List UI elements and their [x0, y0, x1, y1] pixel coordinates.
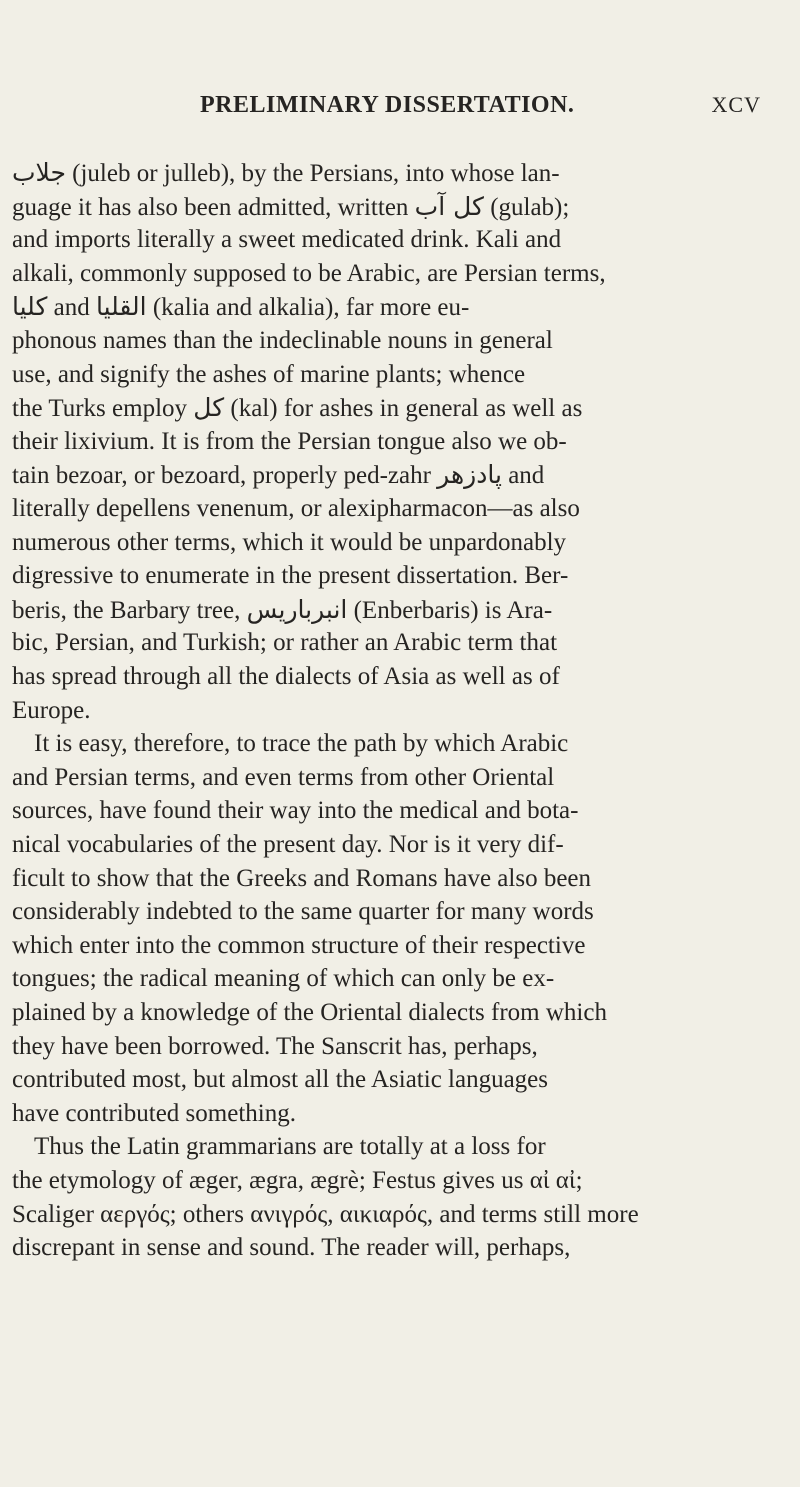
line-text: plained by a knowledge of the Oriental dialects from which [12, 999, 607, 1026]
line-text: Scaliger αεργός; others ανιγρός, αικιαρός, and terms still more [12, 1200, 639, 1228]
line-text: (juleb or julleb), by the Persians, into whose lan- [65, 160, 560, 187]
line-text: discrepant in sense and sound. The reader will, perhaps, [12, 1234, 571, 1262]
line-text: It is easy, therefore, to trace the path by which Arabic [34, 730, 569, 758]
line-text: digressive to enumerate in the present dissertation. Ber- [12, 562, 569, 590]
text-line [12, 1227, 772, 1269]
arabic-word: كل [193, 393, 225, 423]
line-text: has spread through all the dialects of Asia as well as of [12, 663, 560, 690]
line-text: which enter into the common structure of their respective [12, 931, 586, 959]
line-text: have contributed something. [12, 1099, 296, 1127]
line-text: literally depellens venenum, or alexipharmacon—as also [12, 495, 580, 522]
arabic-word: پادزهر [437, 460, 502, 490]
line-text: Thus the Latin grammarians are totally at a loss for [34, 1133, 546, 1161]
running-head [0, 84, 800, 124]
line-prefix: the Turks employ [12, 395, 194, 423]
line-text: contributed most, but almost all the Asiatic languages [12, 1066, 549, 1094]
arabic-word: جلاب [12, 158, 66, 187]
line-text: (kalia and alkalia), far more eu- [146, 294, 470, 322]
line-prefix: beris, the Barbary tree, [12, 596, 247, 624]
line-text: nical vocabularies of the present day. Nor is it very dif- [12, 831, 564, 858]
line-text: considerably indebted to the same quarter for many words [12, 898, 594, 926]
line-text: phonous names than the indeclinable nouns in general [12, 327, 553, 354]
line-text: bic, Persian, and Turkish; or rather an Arabic term that [12, 629, 558, 657]
line-text: (kal) for ashes in general as well as [224, 395, 583, 423]
line-text: (gulab); [483, 193, 570, 221]
line-text: tongues; the radical meaning of which can only be ex- [12, 965, 555, 993]
line-text: (Enberbaris) is Ara- [347, 596, 553, 624]
line-text: numerous other terms, which it would be unpardonably [12, 528, 567, 556]
line-text: and imports literally a sweet medicated drink. Kali and [12, 226, 562, 254]
line-text: ficult to show that the Greeks and Romans have also been [12, 864, 592, 892]
line-text: the etymology of æger, ægra, ægrè; Festus gives us αἰ αἰ; [12, 1167, 583, 1194]
line-prefix: guage it has also been admitted, written [12, 193, 415, 221]
line-text: their lixivium. It is from the Persian tongue also we ob- [12, 427, 567, 455]
line-prefix: tain bezoar, or bezoard, properly ped-zahr [12, 462, 438, 490]
arabic-word: كليا [12, 292, 48, 322]
line-text: Europe. [12, 696, 91, 724]
line-text: sources, have found their way into the medical and bota- [12, 797, 579, 825]
line-text: they have been borrowed. The Sanscrit has, perhaps, [12, 1032, 538, 1060]
line-text: and Persian terms, and even terms from other Oriental [12, 763, 555, 791]
line-text: and [47, 294, 96, 322]
line-text: and [501, 462, 545, 490]
arabic-word: انبرباريس [246, 594, 348, 624]
arabic-word: كل آب [414, 191, 484, 221]
body-text [0, 152, 800, 1262]
line-text: alkali, commonly supposed to be Arabic, are Persian terms, [12, 259, 606, 287]
running-title: PRELIMINARY DISSERTATION. [200, 92, 575, 118]
arabic-word: القليا [95, 292, 147, 322]
line-text: use, and signify the ashes of marine plants; whence [12, 360, 526, 388]
page-number: XCV [711, 92, 761, 117]
